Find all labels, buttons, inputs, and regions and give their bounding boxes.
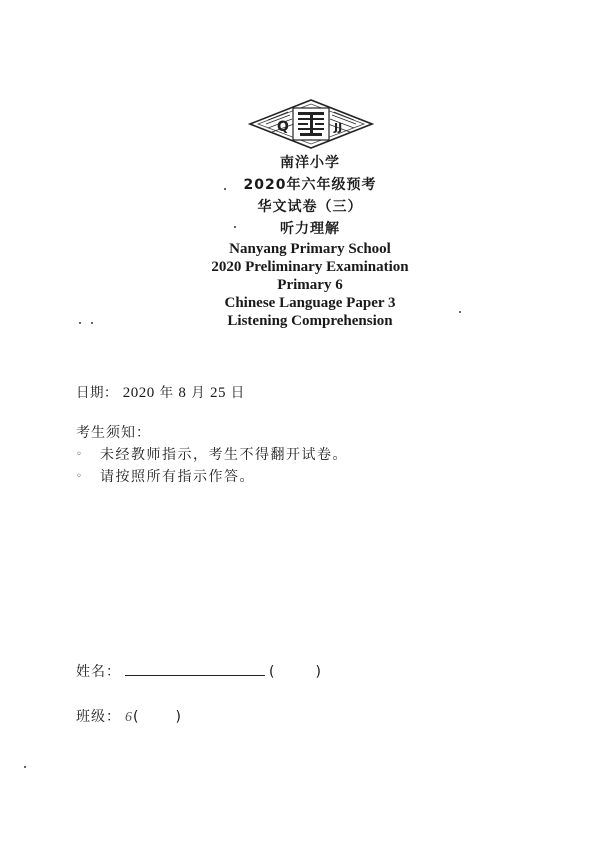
class-close-paren: ): [175, 709, 182, 725]
school-crest-icon: [248, 98, 374, 150]
scan-speck: [224, 188, 226, 190]
scan-speck: [91, 322, 93, 324]
date-day: 25: [209, 385, 226, 401]
scan-speck: [459, 311, 461, 313]
class-field: [76, 706, 182, 726]
name-field: [76, 661, 322, 681]
svg-text:JJ: JJ: [334, 121, 343, 134]
exam-date: [76, 381, 245, 402]
class-level-value: 6: [125, 710, 133, 725]
date-day-unit: 日: [230, 385, 245, 401]
date-year-unit: 年: [159, 385, 174, 401]
index-close-paren: ): [315, 664, 322, 680]
date-month: 8: [178, 385, 187, 401]
exam-header: [150, 152, 470, 330]
name-input-line[interactable]: [125, 661, 265, 676]
date-label: 日期：: [76, 385, 118, 401]
notice-item: [76, 466, 348, 488]
notice-item-text: 请按照所有指示作答。: [100, 469, 255, 485]
bullet-icon: ◦: [76, 471, 84, 482]
level-en: Primary 6: [277, 277, 343, 293]
scan-speck: [234, 226, 236, 228]
notice-list: [76, 444, 348, 488]
date-month-unit: 月: [191, 385, 206, 401]
paper-title-cn: 华文试卷（三）: [257, 199, 363, 215]
exam-title-en: 2020 Preliminary Examination: [211, 259, 409, 275]
component-title-cn: 听力理解: [280, 221, 340, 237]
notice-item-text: 未经教师指示，考生不得翻开试卷。: [100, 447, 348, 463]
notice-item: [76, 444, 348, 466]
bullet-icon: ◦: [76, 449, 84, 460]
class-label: 班级：: [76, 709, 121, 725]
index-open-paren: (: [269, 664, 276, 680]
paper-title-en: Chinese Language Paper 3: [224, 295, 396, 311]
component-title-en: Listening Comprehension: [227, 313, 393, 329]
school-name-en: Nanyang Primary School: [229, 241, 391, 257]
scan-speck: [24, 766, 26, 768]
class-open-paren: (: [133, 709, 140, 725]
school-name-cn: 南洋小学: [280, 155, 340, 171]
exam-title-cn: 2020年六年级预考: [243, 177, 377, 193]
name-label: 姓名：: [76, 664, 121, 680]
date-year: 2020: [122, 385, 155, 401]
scan-speck: [79, 322, 81, 324]
svg-text:Q: Q: [277, 119, 289, 135]
notice-title: 考生须知：: [76, 425, 151, 441]
